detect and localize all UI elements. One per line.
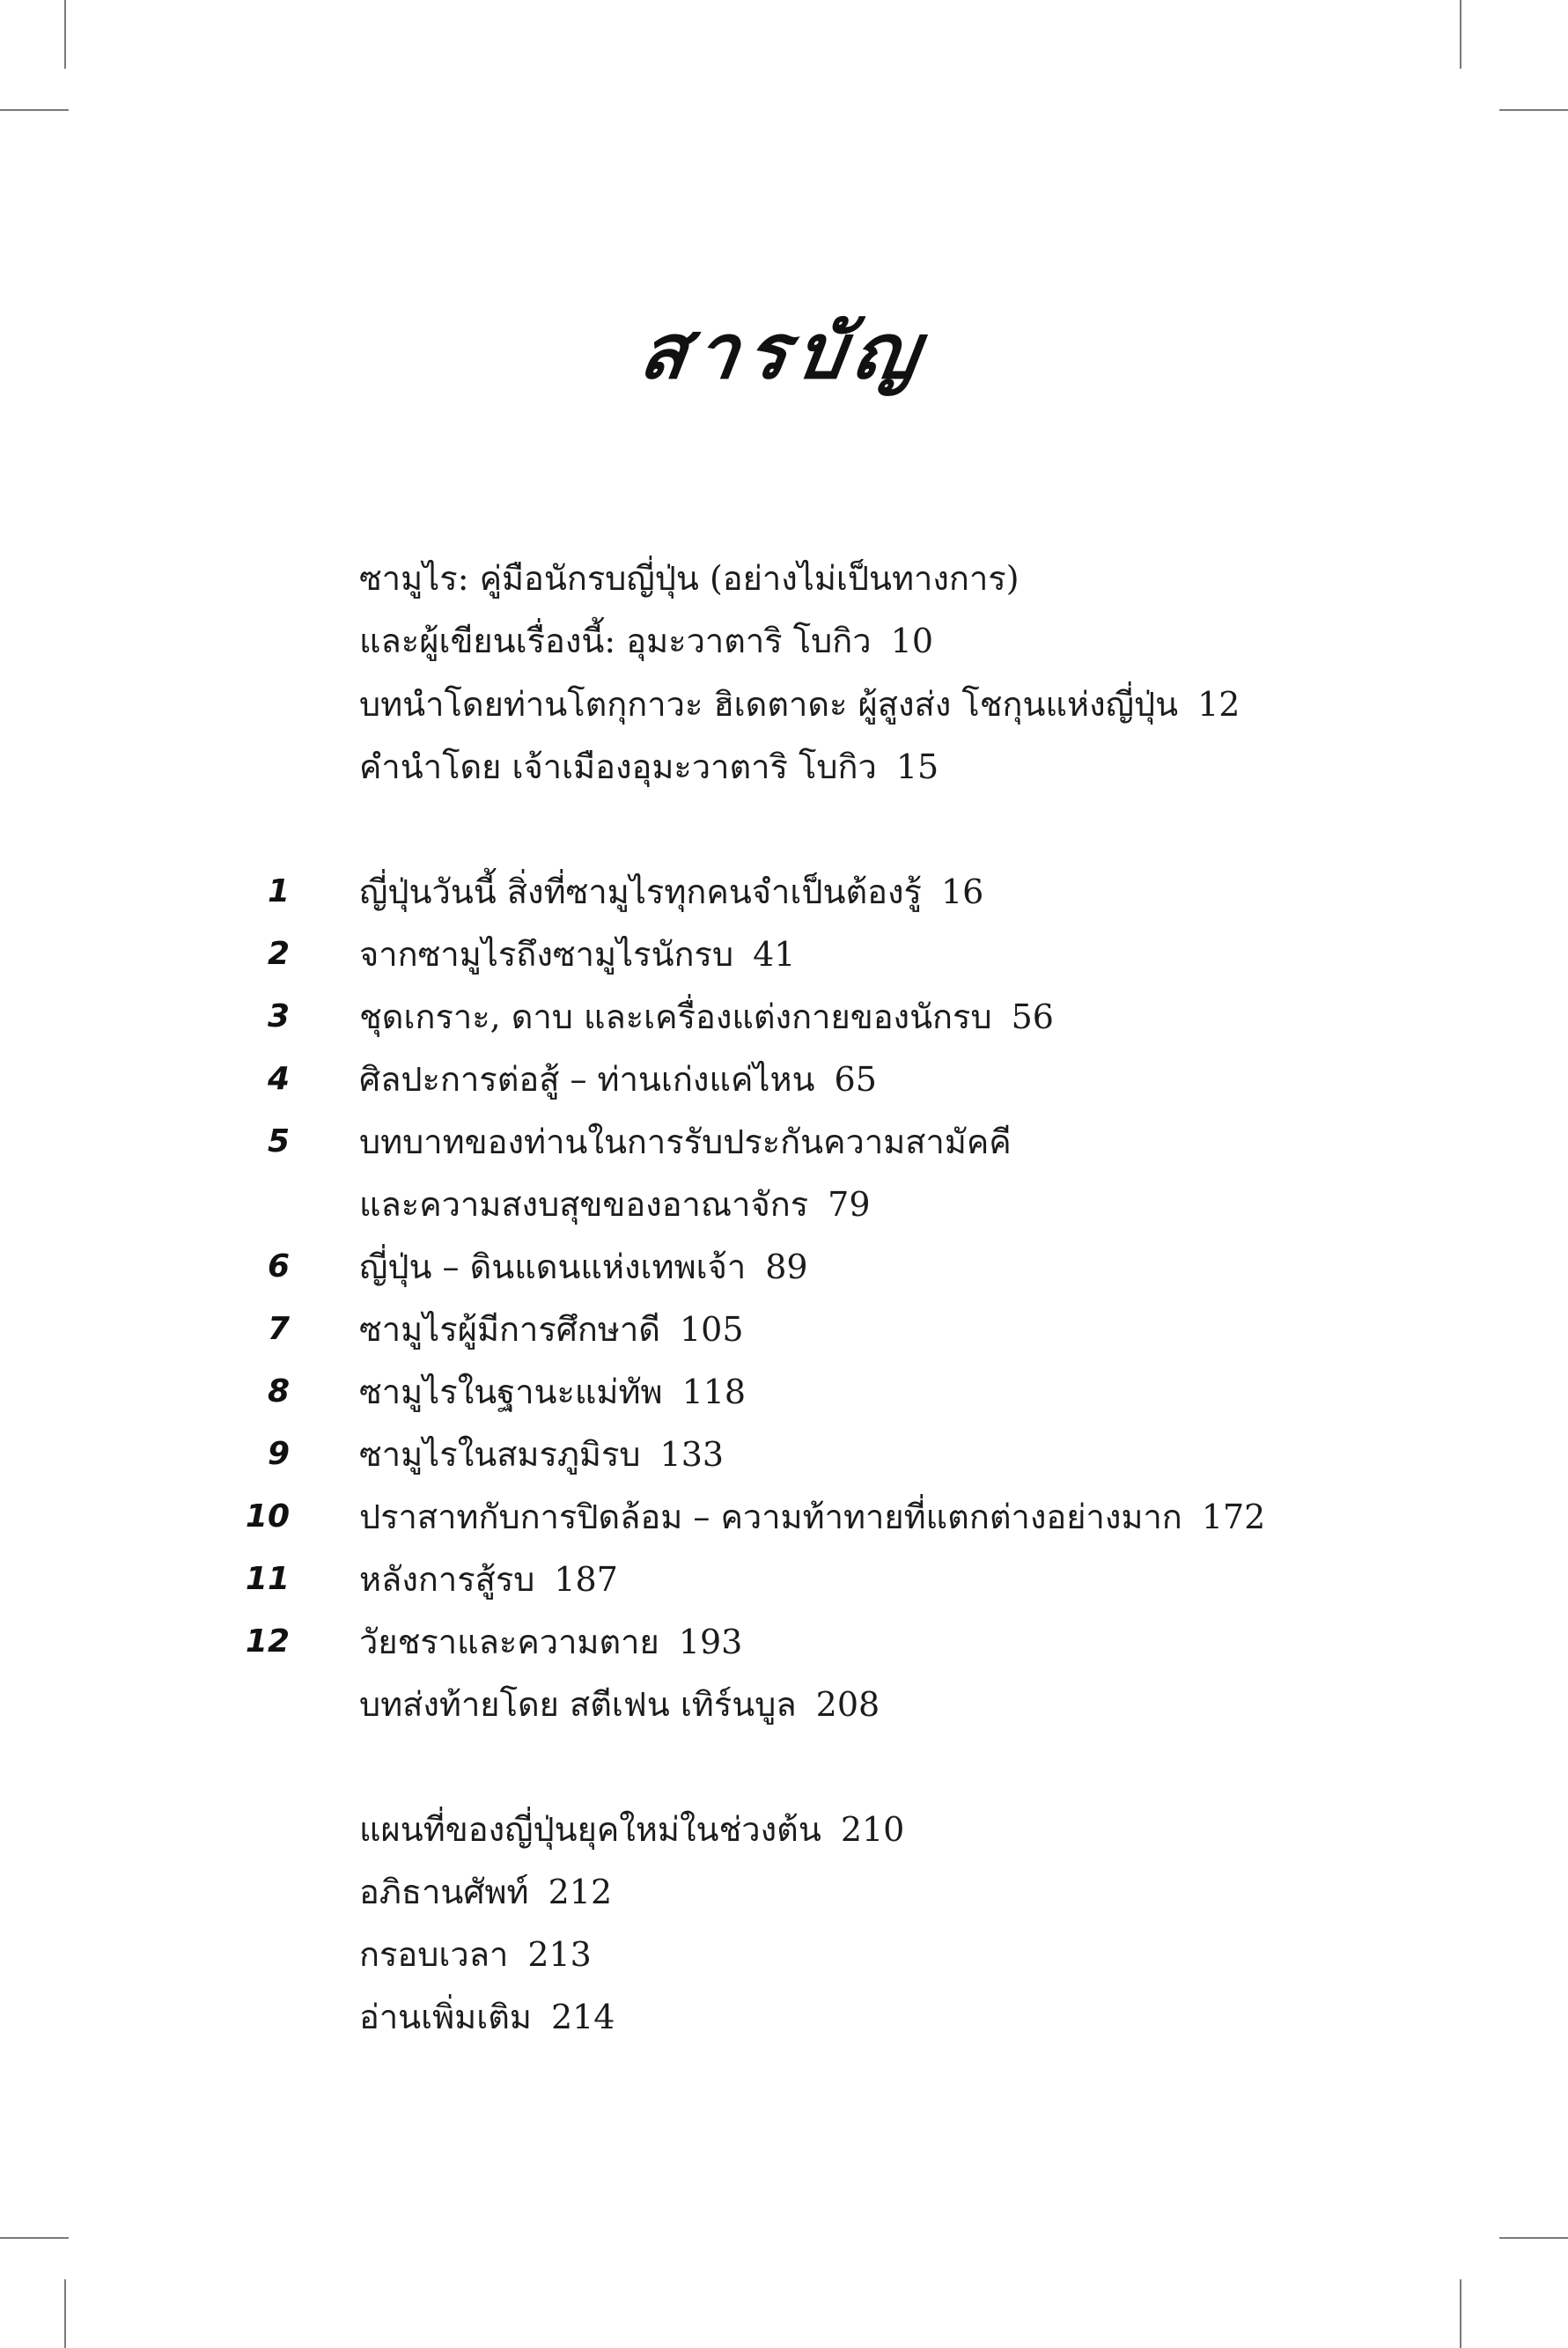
toc-entry[interactable] — [359, 924, 795, 985]
toc-entry[interactable] — [359, 1424, 724, 1485]
toc-entry[interactable] — [359, 1299, 744, 1360]
chapter-number: 11 — [245, 1561, 290, 1597]
entry-page: 213 — [527, 1935, 592, 1974]
entry-title: ญี่ปุ่นวันนี้ สิ่งที่ซามูไรทุกคนจำเป็นต้องรู้ — [359, 872, 922, 911]
chapter-number: 2 — [267, 936, 290, 972]
entry-title: อภิธานศัพท์ — [359, 1873, 529, 1911]
chapter-number: 1 — [267, 873, 290, 909]
chapter-number: 12 — [245, 1623, 290, 1660]
entry-title: อ่านเพิ่มเติม — [359, 1998, 532, 2036]
entry-title: จากซามูไรถึงซามูไรนักรบ — [359, 935, 734, 974]
entry-page: 79 — [828, 1185, 871, 1224]
chapter-number: 3 — [267, 998, 290, 1034]
toc-entry[interactable] — [359, 1111, 1012, 1173]
entry-page: 10 — [890, 622, 933, 660]
toc-entry[interactable] — [359, 1986, 615, 2048]
entry-page: 16 — [940, 872, 984, 911]
toc-entry[interactable] — [359, 1236, 808, 1298]
toc-entry[interactable] — [359, 610, 933, 672]
toc-entry[interactable] — [359, 861, 983, 923]
entry-page: 65 — [834, 1060, 877, 1099]
entry-title: ชุดเกราะ, ดาบ และเครื่องแต่งกายของนักรบ — [359, 997, 992, 1036]
entry-page: 133 — [659, 1435, 725, 1474]
entry-title: ศิลปะการต่อสู้ – ท่านเก่งแค่ไหน — [359, 1060, 815, 1099]
entry-title: ซามูไรในฐานะแม่ทัพ — [359, 1373, 663, 1411]
entry-title: บทส่งท้ายโดย สตีเฟน เทิร์นบูล — [359, 1685, 797, 1724]
entry-page: 210 — [840, 1810, 905, 1849]
chapter-number: 4 — [267, 1061, 290, 1097]
entry-page: 15 — [895, 747, 939, 786]
entry-page: 105 — [679, 1310, 744, 1349]
entry-title: คำนำโดย เจ้าเมืองอุมะวาตาริ โบกิว — [359, 747, 877, 786]
page-title: สารบัญ — [634, 308, 933, 396]
toc-entry[interactable] — [359, 1549, 618, 1610]
toc-entry[interactable] — [359, 673, 1240, 735]
entry-title: วัยชราและความตาย — [359, 1623, 659, 1661]
toc-entry[interactable] — [359, 1674, 880, 1735]
entry-title: และผู้เขียนเรื่องนี้: อุมะวาตาริ โบกิว — [359, 622, 872, 660]
toc-entry[interactable] — [359, 1486, 1265, 1548]
chapter-number: 8 — [267, 1373, 290, 1410]
toc-entry[interactable] — [359, 1799, 904, 1860]
toc-entry[interactable] — [359, 1361, 746, 1423]
chapter-number: 7 — [267, 1311, 290, 1347]
toc-entry[interactable] — [359, 736, 939, 798]
entry-title: ซามูไรในสมรภูมิรบ — [359, 1435, 641, 1474]
chapter-number: 9 — [267, 1436, 290, 1472]
entry-page: 214 — [550, 1998, 615, 2036]
entry-title: ซามูไร: คู่มือนักรบญี่ปุ่น (อย่างไม่เป็นทางการ) — [359, 559, 1020, 598]
entry-page: 89 — [765, 1248, 808, 1286]
entry-page: 187 — [554, 1560, 618, 1599]
toc-entry[interactable] — [359, 1924, 592, 1985]
toc-entry[interactable] — [359, 1861, 612, 1923]
entry-page: 118 — [681, 1373, 747, 1411]
toc-entry[interactable] — [359, 1611, 742, 1673]
entry-page: 56 — [1011, 997, 1054, 1036]
toc-entry[interactable] — [359, 1049, 877, 1110]
entry-page: 212 — [548, 1873, 613, 1911]
chapter-number: 5 — [267, 1123, 290, 1159]
entry-title: ซามูไรผู้มีการศึกษาดี — [359, 1310, 660, 1349]
entry-page: 41 — [753, 935, 796, 974]
chapter-number: 6 — [267, 1248, 290, 1284]
entry-page: 172 — [1201, 1498, 1266, 1536]
entry-title: ญี่ปุ่น – ดินแดนแห่งเทพเจ้า — [359, 1248, 747, 1286]
entry-title: ปราสาทกับการปิดล้อม – ความท้าทายที่แตกต่างอย่างมาก — [359, 1498, 1182, 1536]
toc-entry[interactable] — [359, 548, 1020, 609]
entry-page: 12 — [1197, 685, 1240, 724]
toc-entry-continued[interactable] — [359, 1174, 871, 1235]
entry-title: บทนำโดยท่านโตกุกาวะ ฮิเดตาดะ ผู้สูงส่ง โชกุนแห่งญี่ปุ่น — [359, 685, 1179, 724]
entry-title: กรอบเวลา — [359, 1935, 509, 1974]
entry-page: 193 — [678, 1623, 743, 1661]
entry-title: บทบาทของท่านในการรับประกันความสามัคคี — [359, 1122, 1012, 1161]
entry-title: แผนที่ของญี่ปุ่นยุคใหม่ในช่วงต้น — [359, 1810, 821, 1849]
entry-title: หลังการสู้รบ — [359, 1560, 535, 1599]
toc-entry[interactable] — [359, 986, 1054, 1048]
entry-page: 208 — [815, 1685, 880, 1724]
entry-title: และความสงบสุขของอาณาจักร — [359, 1185, 809, 1224]
chapter-number: 10 — [245, 1498, 290, 1535]
